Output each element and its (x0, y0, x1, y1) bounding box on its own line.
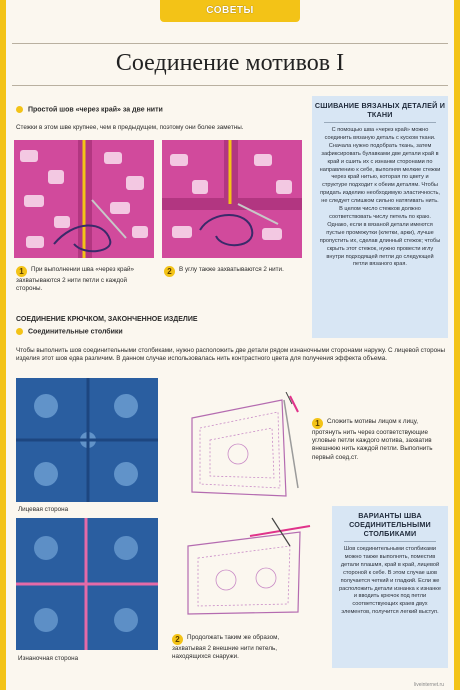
join-diagram-1-art (186, 392, 306, 504)
sidebar-1-title: СШИВАНИЕ ВЯЗАНЫХ ДЕТАЛЕЙ И ТКАНИ (314, 101, 446, 119)
bullet-icon (16, 328, 23, 335)
step-2-badge-2: 2 (172, 634, 183, 645)
seam-photo-2-art (162, 140, 302, 258)
section-tab: СОВЕТЫ (160, 0, 300, 22)
part1-intro: Стежки в этом шве крупнее, чем в предыдущем, поэтому они более заметны. (16, 124, 244, 131)
sidebar-variants (332, 506, 448, 668)
seam-photo-1 (14, 140, 154, 258)
part1-heading-row (16, 106, 163, 113)
seam-photo-2 (162, 140, 302, 258)
bullet-icon (16, 106, 23, 113)
part2-intro: Чтобы выполнить шов соединительными столбиками, нужно расположить две детали рядом изнаночными сторонами наружу. С лицевой стороны изделия этот шов едва различим. В данном случае использовалась нить контрастного цвета для получения эффекта объема. (16, 347, 446, 363)
title-rule-bottom (12, 85, 448, 86)
join-diagram-2 (180, 516, 320, 620)
part1-caption-2-row (164, 266, 302, 277)
part1-caption-1-row (16, 266, 154, 293)
part1-heading: Простой шов «через край» за две нити (28, 106, 163, 114)
part2-heading: СОЕДИНЕНИЕ КРЮЧКОМ, ЗАКОНЧЕННОЕ ИЗДЕЛИЕ (16, 316, 198, 323)
sidebar-1-body: С помощью шва «через край» можно соединить вязаную деталь с куском ткани. Сначала нужно подобрать ткань, затем зафиксировать булавками две детали край в край и сшить их с изнанки сторонами по направлению к себе, выполняя мелкие стежки через край нитью, которая по цвету и структуре подходит к обеим деталям. Чтобы придать изделию необходимую эластичность, не следует слишком сильно натягивать нить. В целом число стежков должно соответствовать числу петель по краю. Однако, если в вязаной детали имеются пустые промежутки (клетки, арки), лучше пропустить их, сделав длинный стежок; чтобы скрыть этот стежок, нужно провести иглу внутри подходящей петли до следующей петли вязаного края. (319, 127, 441, 268)
step-2-badge: 2 (164, 266, 175, 277)
part1-caption-2: В углу также захватываются 2 нити. (179, 266, 284, 273)
part2-subheading-row (16, 328, 123, 335)
back-side-photo (16, 518, 158, 650)
label-back-side: Изнаночная сторона (18, 655, 79, 662)
part2-caption-2: Продолжать таким же образом, захватывая 2 внешние нити петель, находящихся снаружи. (172, 634, 280, 661)
back-side-photo-art (16, 518, 158, 650)
front-side-photo-art (16, 378, 158, 502)
step-1-badge-2: 1 (312, 418, 323, 429)
sidebar-2-body: Шов соединительными столбиками можно также выполнять, поместив детали плашмя, край в край, лицевой стороной к себе. В этом случае шов получается четкий и гладкий. Если же расположить детали изнанка к изнанке и вводить крючок под петли соответствующих краев двух элементов, получится легкий выступ. (339, 546, 441, 616)
join-diagram-2-art (180, 516, 320, 620)
step-1-badge: 1 (16, 266, 27, 277)
right-edge-stripe (454, 0, 460, 690)
footer-watermark: liveinternet.ru (413, 682, 444, 688)
part2-caption-1: Сложить мотивы лицом к лицу, протянуть нить через соответствующие угловые петли каждого мотива, захватив внешнюю нить каждой петли. Выполнить первый соед.ст. (312, 418, 433, 461)
join-diagram-1 (186, 392, 306, 504)
sidebar-sewing-fabric (312, 96, 448, 338)
label-front-side: Лицевая сторона (18, 506, 69, 513)
part2-caption-2-row (172, 634, 312, 661)
front-side-photo (16, 378, 158, 502)
part1-caption-1: При выполнении шва «через край» захватываются 2 нити петли с каждой стороны. (16, 266, 134, 293)
seam-photo-1-art (14, 140, 154, 258)
title-rule-top (12, 43, 448, 44)
left-edge-stripe (0, 0, 6, 690)
part2-caption-1-row (312, 418, 442, 462)
sidebar-2-title: ВАРИАНТЫ ШВА СОЕДИНИТЕЛЬНЫМИ СТОЛБИКАМИ (349, 511, 431, 538)
page-title: Соединение мотивов I (115, 50, 345, 76)
part2-subheading: Соединительные столбики (28, 328, 123, 336)
